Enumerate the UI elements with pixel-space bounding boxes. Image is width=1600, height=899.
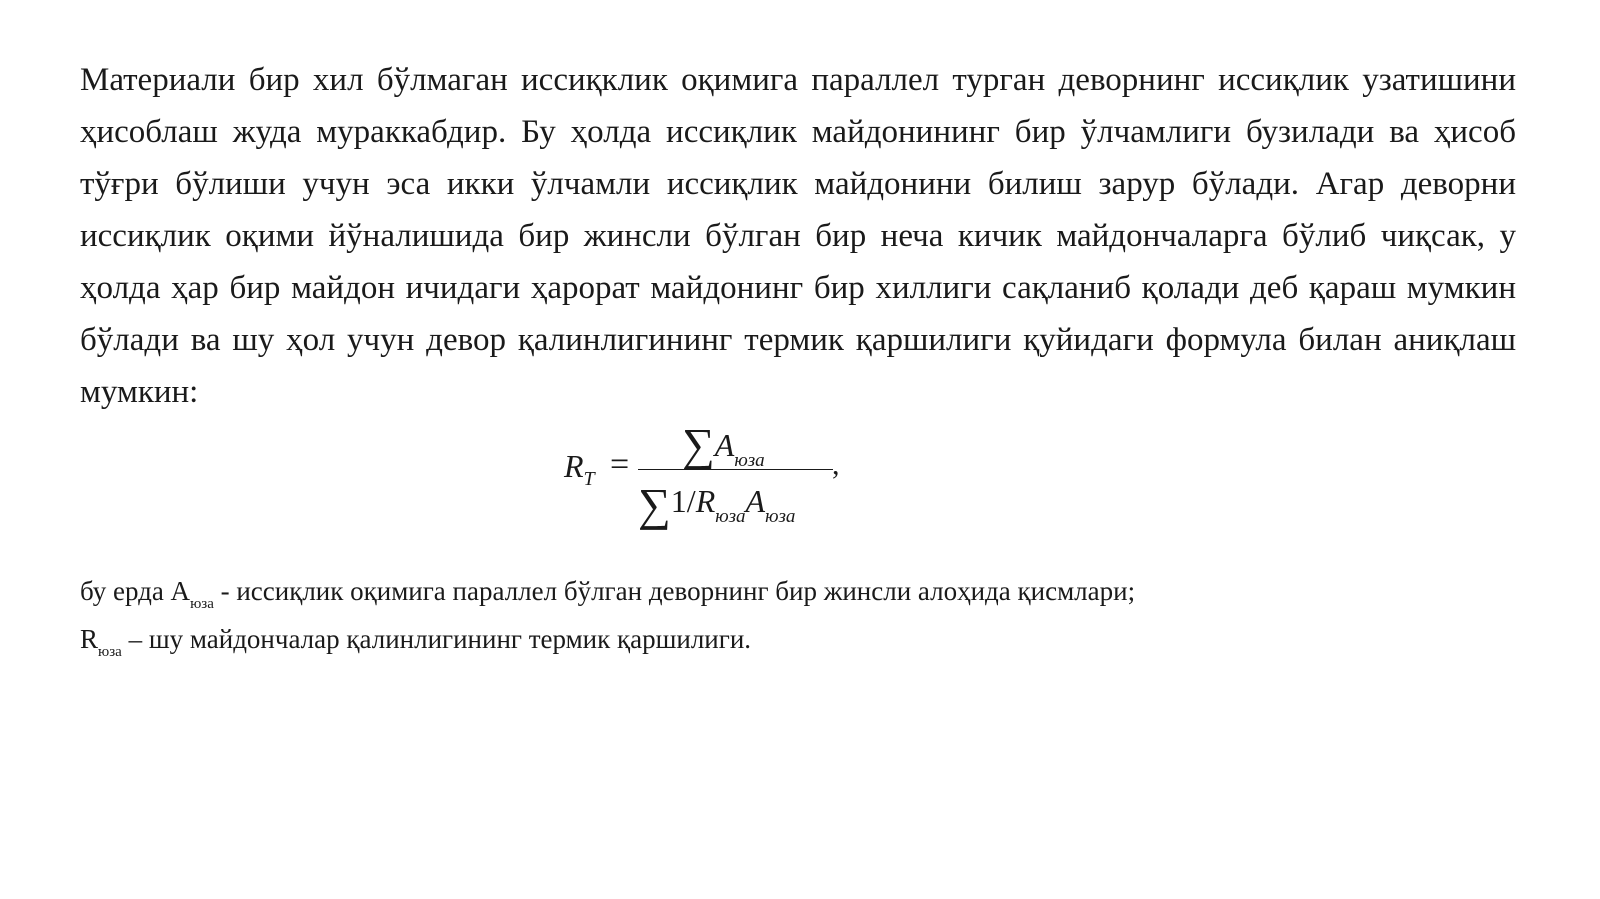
denominator-resistance-subscript: юза	[715, 506, 746, 527]
main-paragraph: Материали бир хил бўлмаган иссиқклик оқимига параллел турган деворнинг иссиқлик узатишини ҳисоблаш жуда мураккабдир. Бу ҳолда иссиқлик майдонининг бир ўлчамлиги бузилади ва ҳисоб тўғри бўлиши учун эса икки ўлчамли иссиқлик майдонини билиш зарур бўлади. Агар деворни иссиқлик оқими йўналишида бир жинсли бўлган бир неча кичик майдончаларга бўлиб чиқсак, у ҳолда ҳар бир майдон ичидаги ҳарорат майдонинг бир хиллиги сақланиб қолади деб қараш мумкин бўлади ва шу ҳол учун девор қалинлигининг термик қаршилиги қуйидаги формула билан аниқлаш мумкин:	[80, 62, 1516, 410]
note-area-prefix: бу ерда A	[80, 576, 191, 606]
formula-trailing-comma: ,	[832, 448, 840, 481]
numerator-area-symbol: A	[714, 427, 735, 463]
note-area-subscript: юза	[190, 596, 214, 612]
numerator-area-subscript: юза	[734, 450, 765, 471]
formula-denominator	[638, 470, 796, 530]
formula-numerator	[682, 414, 765, 471]
formula-lhs-symbol: R	[564, 448, 584, 484]
formula-lhs-subscript: T	[583, 468, 595, 490]
denominator-one-over: 1/	[670, 483, 696, 519]
note-area-definition	[80, 574, 1135, 613]
note-resistance-text: – шу майдончалар қалинлигининг термик қаршилиги.	[121, 624, 752, 654]
denominator-area-symbol: A	[745, 483, 766, 519]
denominator-sum-symbol: ∑	[638, 479, 671, 530]
numerator-sum-symbol: ∑	[682, 419, 715, 470]
denominator-area-subscript: юза	[765, 506, 796, 527]
denominator-resistance-symbol: R	[695, 483, 716, 519]
note-resistance-definition	[80, 622, 751, 661]
formula-lhs	[564, 448, 595, 490]
note-area-text: - иссиқлик оқимига параллел бўлган деворнинг бир жинсли алоҳида қисмлари;	[213, 576, 1136, 606]
note-resistance-subscript: юза	[98, 644, 122, 660]
note-resistance-prefix: R	[80, 624, 99, 654]
formula-equals-sign: =	[610, 446, 630, 483]
thermal-resistance-formula	[560, 412, 880, 532]
